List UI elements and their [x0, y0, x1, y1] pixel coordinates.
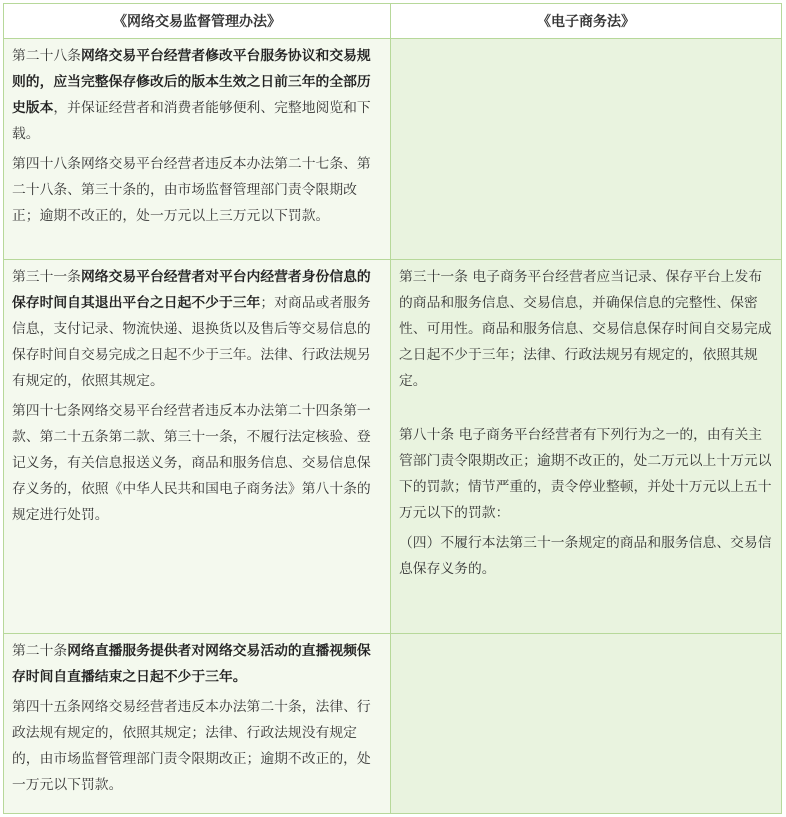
- paragraph: 第三十一条 电子商务平台经营者应当记录、保存平台上发布的商品和服务信息、交易信息，并确保信息的完整性、保密性、可用性。商品和服务信息、交易信息保存时间自交易完成之日起不少于三年；法律、行政法规另有规定的，依照其规定。: [399, 269, 772, 389]
- row3-left-cell: [4, 634, 391, 814]
- emphasized-text: 网络直播服务提供者对网络交易活动的直播视频保存时间自直播结束之日起不少于三年。: [12, 643, 371, 685]
- article-number: 第二十八条: [12, 48, 81, 64]
- paragraph: [12, 43, 382, 147]
- paragraph-text: ；对商品或者服务信息，支付记录、物流快递、退换货以及售后等交易信息的保存时间自交易完成之日起不少于三年。法律、行政法规另有规定的，依照其规定。: [12, 295, 371, 389]
- table-row: [4, 260, 782, 634]
- spacer: [399, 398, 773, 422]
- table-row: [4, 39, 782, 260]
- row2-right-cell: [391, 260, 782, 634]
- comparison-table: [3, 3, 782, 814]
- table-row: [4, 634, 782, 814]
- emphasized-text: 网络交易平台经营者对平台内经营者身份信息的保存时间自其退出平台之日起不少于三年: [12, 269, 371, 311]
- paragraph-text: 第四十八条网络交易平台经营者违反本办法第二十七条、第二十八条、第三十条的，由市场监督管理部门责令限期改正；逾期不改正的，处一万元以上三万元以下罚款。: [12, 156, 371, 224]
- header-ecommerce-law: 《电子商务法》: [391, 4, 782, 39]
- table-header-row: [4, 4, 782, 39]
- article-number: 第三十一条: [12, 269, 81, 285]
- row2-left-cell: [4, 260, 391, 634]
- paragraph: [12, 151, 382, 229]
- row3-right-cell: [391, 634, 782, 814]
- article-number: 第二十条: [12, 643, 68, 659]
- paragraph: [12, 638, 382, 690]
- header-network-trading-measures: 《网络交易监督管理办法》: [4, 4, 391, 39]
- paragraph: [12, 398, 382, 528]
- row1-left-cell: [4, 39, 391, 260]
- paragraph: 第八十条 电子商务平台经营者有下列行为之一的，由有关主管部门责令限期改正；逾期不改正的，处二万元以上十万元以下的罚款；情节严重的，责令停业整顿，并处十万元以上五十万元以下的罚款：: [399, 427, 772, 521]
- emphasized-text: 网络交易平台经营者修改平台服务协议和交易规则的，应当完整保存修改后的版本生效之日前三年的全部历史版本: [12, 48, 371, 116]
- paragraph: [12, 694, 382, 798]
- paragraph: [12, 264, 382, 394]
- paragraph: （四）不履行本法第三十一条规定的商品和服务信息、交易信息保存义务的。: [399, 535, 772, 577]
- paragraph-text: 第四十五条网络交易经营者违反本办法第二十条，法律、行政法规有规定的，依照其规定；法律、行政法规没有规定的，由市场监督管理部门责令限期改正；逾期不改正的，处一万元以下罚款。: [12, 699, 371, 793]
- row1-right-cell: [391, 39, 782, 260]
- paragraph-text: 第四十七条网络交易平台经营者违反本办法第二十四条第一款、第二十五条第二款、第三十一条，不履行法定核验、登记义务，有关信息报送义务，商品和服务信息、交易信息保存义务的，依照《中华人民共和国电子商务法》第八十条的规定进行处罚。: [12, 403, 371, 523]
- paragraph-text: ，并保证经营者和消费者能够便利、完整地阅览和下载。: [12, 100, 371, 142]
